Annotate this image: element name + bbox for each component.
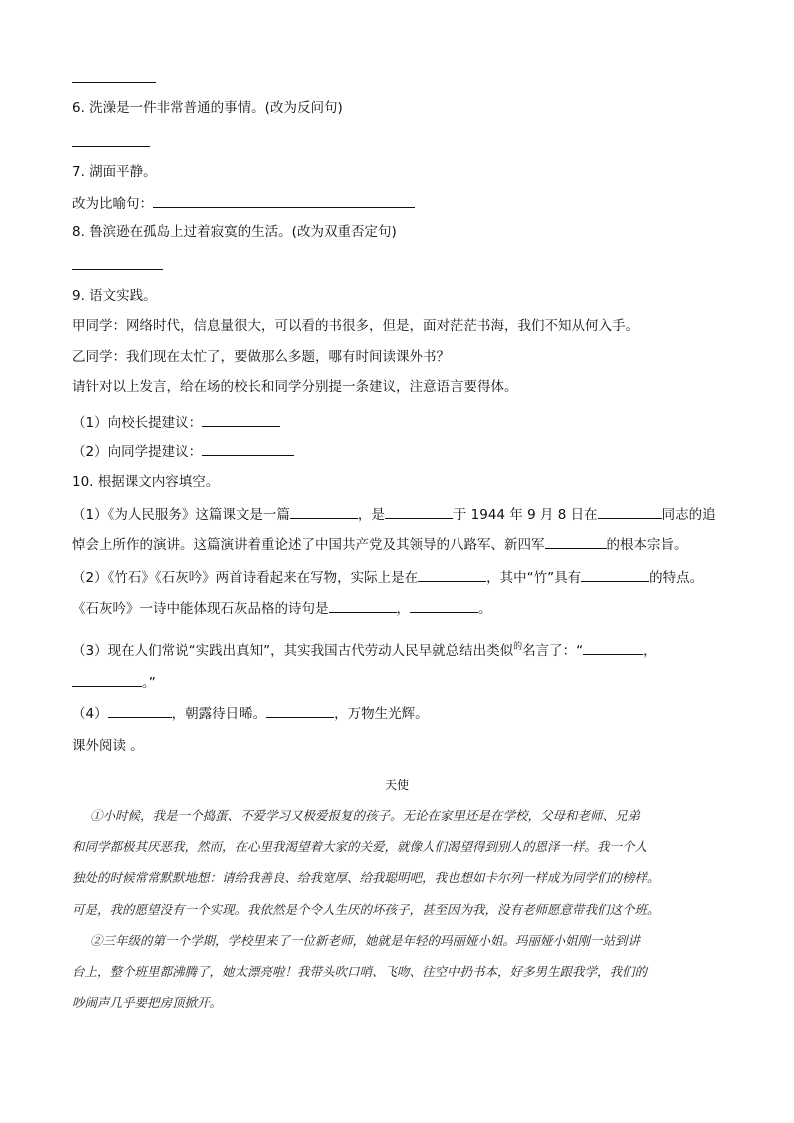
q10-text: （1）《为人民服务》这篇课文是一篇 — [72, 507, 290, 523]
q10-text: ，是 — [357, 507, 385, 523]
q10-text: 的 — [513, 642, 523, 652]
answer-blank-q10-7[interactable] — [329, 598, 397, 613]
question-10-line5 — [72, 637, 657, 661]
q10-text: ，朝露待日晞。 — [171, 706, 267, 722]
q10-text: 的根本宗旨。 — [606, 537, 688, 553]
reading-paragraph-2-line: 台上，整个班里都沸腾了，她太漂亮啦！我带头吹口哨、飞吻、往空中扔书本，好多男生跟我学，我们的 — [72, 964, 648, 979]
q10-text: 同志的追 — [661, 507, 716, 523]
answer-blank-q10-11[interactable] — [108, 703, 172, 718]
reading-section-label: 课外阅读 。 — [72, 738, 144, 754]
answer-line-q5[interactable] — [72, 82, 156, 83]
reading-paragraph-1-line: 独处的时候常常默默地想：请给我善良、给我宽厚、给我聪明吧，我也想如卡尔列一样成为同学们的榜样。 — [72, 870, 660, 885]
question-10-line2 — [72, 534, 688, 555]
q10-text: ， — [396, 601, 410, 617]
reading-paragraph-1-line: 和同学都极其厌恶我，然而，在心里我渴望着大家的关爱，就像人们渴望得到别人的恩泽一样。我一个人 — [72, 839, 648, 854]
question-9-statement-a: 甲同学：网络时代，信息量很大，可以看的书很多，但是，面对茫茫书海，我们不知从何入手。 — [72, 318, 639, 334]
answer-blank-q10-1[interactable] — [290, 504, 358, 519]
answer-blank-q10-4[interactable] — [545, 534, 607, 549]
question-7-prompt — [72, 193, 415, 214]
q10-text: （2）《竹石》《石灰吟》两首诗看起来在写物，实际上是在 — [72, 570, 419, 586]
q10-text: 名言了：“ — [522, 643, 584, 659]
q10-text: 。” — [142, 675, 156, 691]
question-9-sub1-label: （1）向校长提建议： — [72, 415, 203, 431]
question-10-line1 — [72, 504, 716, 525]
question-10-title: 10. 根据课文内容填空。 — [72, 474, 220, 490]
answer-blank-q10-9[interactable] — [583, 640, 643, 655]
q10-text: 悼会上所作的演讲。这篇演讲着重论述了中国共产党及其领导的八路军、新四军 — [72, 537, 545, 553]
question-7: 7. 湖面平静。 — [72, 164, 157, 180]
q10-text: 《石灰吟》一诗中能体现石灰品格的诗句是 — [72, 601, 329, 617]
answer-blank-q10-6[interactable] — [581, 567, 649, 582]
question-10-line6 — [72, 672, 156, 693]
answer-blank-q9-1[interactable] — [202, 412, 280, 427]
answer-blank-q7[interactable] — [153, 193, 415, 208]
q10-text: ，其中“竹”具有 — [486, 570, 582, 586]
question-9-statement-b: 乙同学：我们现在太忙了，要做那么多题，哪有时间读课外书？ — [72, 349, 450, 365]
answer-blank-q10-10[interactable] — [72, 672, 142, 687]
question-10-line4 — [72, 598, 492, 619]
answer-blank-q10-8[interactable] — [410, 598, 478, 613]
q10-text: ，万物生光辉。 — [334, 706, 429, 722]
question-9-instruction: 请针对以上发言，给在场的校长和同学分别提一条建议，注意语言要得体。 — [72, 379, 518, 395]
q10-text: 。 — [478, 601, 492, 617]
question-9-sub2-label: （2）向同学提建议： — [72, 444, 203, 460]
question-7-prompt-label: 改为比喻句： — [72, 196, 153, 212]
answer-blank-q10-12[interactable] — [266, 703, 334, 718]
answer-blank-q9-2[interactable] — [202, 441, 294, 456]
question-10-line3 — [72, 567, 703, 588]
q10-text: （3）现在人们常说“实践出真知”，其实我国古代劳动人民早就总结出类似 — [72, 643, 514, 659]
question-9-sub1 — [72, 412, 280, 433]
q10-text: ， — [643, 643, 657, 659]
question-9-sub2 — [72, 441, 294, 462]
question-8: 8. 鲁滨逊在孤岛上过着寂寞的生活。(改为双重否定句) — [72, 224, 397, 240]
answer-blank-q10-2[interactable] — [385, 504, 453, 519]
answer-blank-q10-5[interactable] — [418, 567, 486, 582]
reading-paragraph-1-line: ①小时候，我是一个捣蛋、不爱学习又极爱报复的孩子。无论在家里还是在学校，父母和老师、兄弟 — [90, 808, 641, 823]
reading-title: 天使 — [384, 778, 409, 792]
q10-text: （4） — [72, 706, 108, 722]
answer-blank-q10-3[interactable] — [598, 504, 662, 519]
reading-paragraph-2-line: 吵闹声几乎要把房顶掀开。 — [72, 995, 223, 1010]
question-6: 6. 洗澡是一件非常普通的事情。(改为反问句) — [72, 100, 343, 116]
reading-paragraph-1-line: 可是，我的愿望没有一个实现。我依然是个令人生厌的坏孩子，甚至因为我，没有老师愿意带我们这个班。 — [72, 902, 660, 917]
q10-text: 的特点。 — [649, 570, 704, 586]
question-10-line7 — [72, 703, 429, 724]
q10-text: 于 1944 年 9 月 8 日在 — [452, 507, 598, 523]
question-9-title: 9. 语文实践。 — [72, 288, 157, 304]
answer-line-q8[interactable] — [72, 269, 163, 270]
answer-line-q6[interactable] — [72, 146, 150, 147]
reading-paragraph-2-line: ②三年级的第一个学期，学校里来了一位新老师，她就是年轻的玛丽娅小姐。玛丽娅小姐刚一站到讲 — [90, 933, 641, 948]
